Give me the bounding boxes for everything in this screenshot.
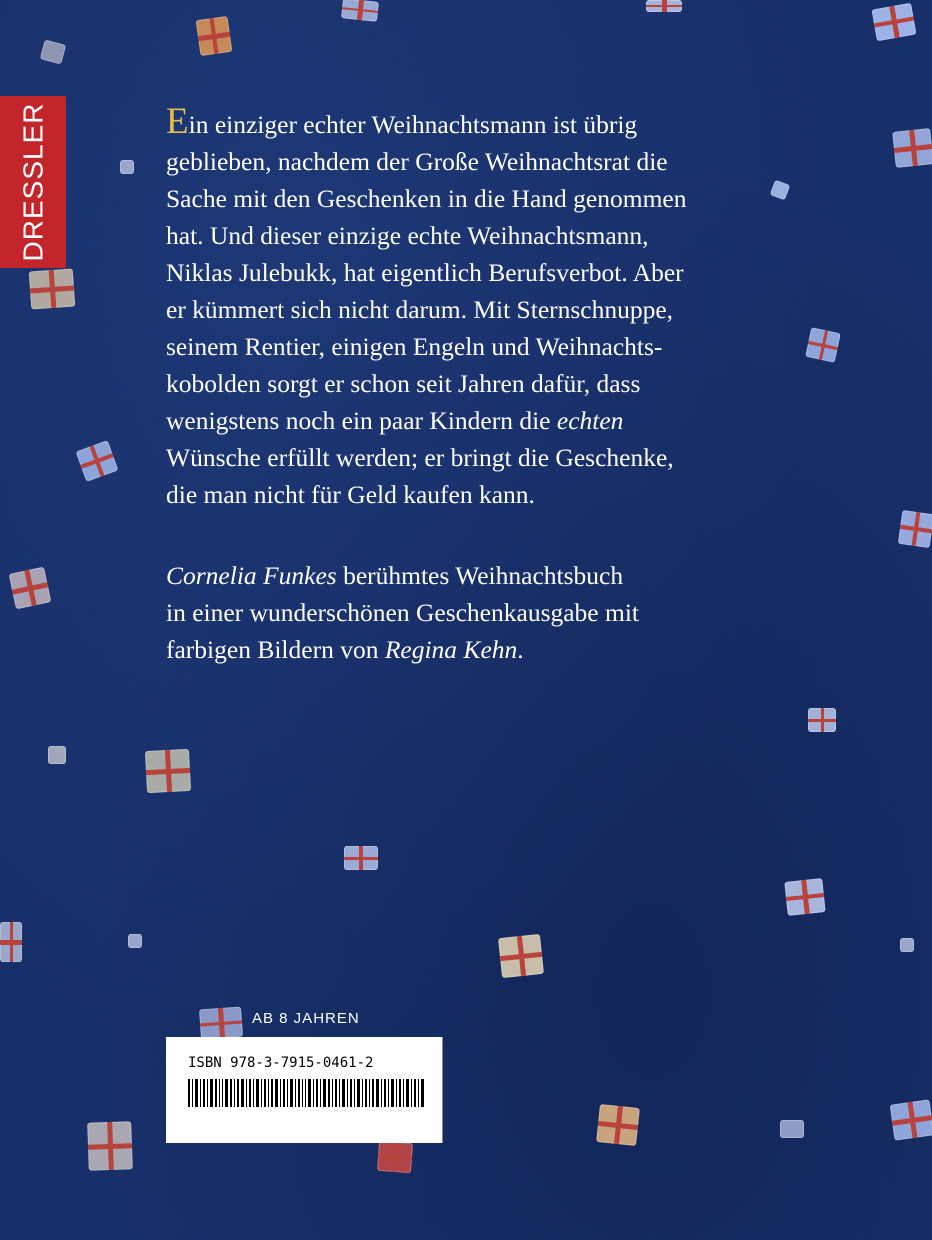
age-label: AB 8 JAHREN — [252, 1010, 360, 1027]
gift-box-icon — [784, 878, 825, 916]
blurb-line: farbigen Bildern von Regina Kehn. — [166, 635, 524, 664]
gift-box-icon — [341, 0, 379, 22]
blurb-line: hat. Und dieser einzige echte Weihnachtsmann, — [166, 221, 649, 250]
blurb-line: Cornelia Funkes berühmtes Weihnachtsbuch — [166, 561, 624, 590]
barcode-panel — [166, 1037, 443, 1143]
drop-cap: E — [166, 101, 189, 142]
gift-box-icon — [900, 938, 914, 952]
publisher-logo — [0, 96, 66, 268]
gift-box-icon — [872, 3, 917, 41]
gift-box-icon — [145, 749, 191, 793]
blurb-line: Wünsche erfüllt werden; er bringt die Geschenke, — [166, 443, 674, 472]
blurb-line: Ein einziger echter Weihnachtsmann ist übrig — [166, 101, 638, 142]
gift-box-icon — [120, 160, 134, 174]
gift-box-icon — [199, 1007, 243, 1040]
blurb-line: Niklas Julebukk, hat eigentlich Berufsverbot. Aber — [166, 258, 684, 287]
blurb-line: Sache mit den Geschenken in die Hand genommen — [166, 184, 687, 213]
gift-box-icon — [48, 746, 66, 764]
gift-box-icon — [128, 934, 142, 948]
blurb-line: wenigstens noch ein paar Kindern die echten — [166, 406, 624, 435]
gift-box-icon — [29, 269, 76, 310]
blurb-line: in einer wunderschönen Geschenkausgabe mit — [166, 598, 640, 627]
gift-box-icon — [892, 128, 932, 168]
gift-box-icon — [890, 1099, 932, 1140]
gift-box-icon — [805, 327, 841, 363]
gift-box-icon — [76, 440, 119, 482]
gift-box-icon — [596, 1104, 640, 1146]
gift-box-icon — [770, 180, 791, 201]
blurb-line: seinem Rentier, einigen Engeln und Weihnachts- — [166, 332, 663, 361]
isbn-text: ISBN 978-3-7915-0461-2 — [188, 1055, 374, 1071]
gift-box-icon — [87, 1121, 133, 1171]
publisher-name: DRESSLER — [17, 102, 48, 262]
gift-box-icon — [377, 1141, 413, 1173]
barcode-icon — [188, 1079, 424, 1107]
gift-box-icon — [898, 510, 932, 548]
blurb-line: kobolden sorgt er schon seit Jahren dafür, dass — [166, 369, 641, 398]
gift-box-icon — [9, 567, 52, 610]
gift-box-icon — [780, 1120, 804, 1138]
blurb-line: die man nicht für Geld kaufen kann. — [166, 480, 535, 509]
gift-box-icon — [0, 922, 22, 962]
gift-box-icon — [646, 0, 682, 12]
blurb-text — [166, 103, 726, 668]
blurb-line: er kümmert sich nicht darum. Mit Sternschnuppe, — [166, 295, 674, 324]
gift-box-icon — [40, 39, 66, 64]
blurb-line: geblieben, nachdem der Große Weihnachtsrat die — [166, 147, 668, 176]
gift-box-icon — [344, 846, 378, 870]
gift-box-icon — [808, 708, 836, 732]
gift-box-icon — [498, 934, 544, 978]
gift-box-icon — [196, 16, 233, 56]
